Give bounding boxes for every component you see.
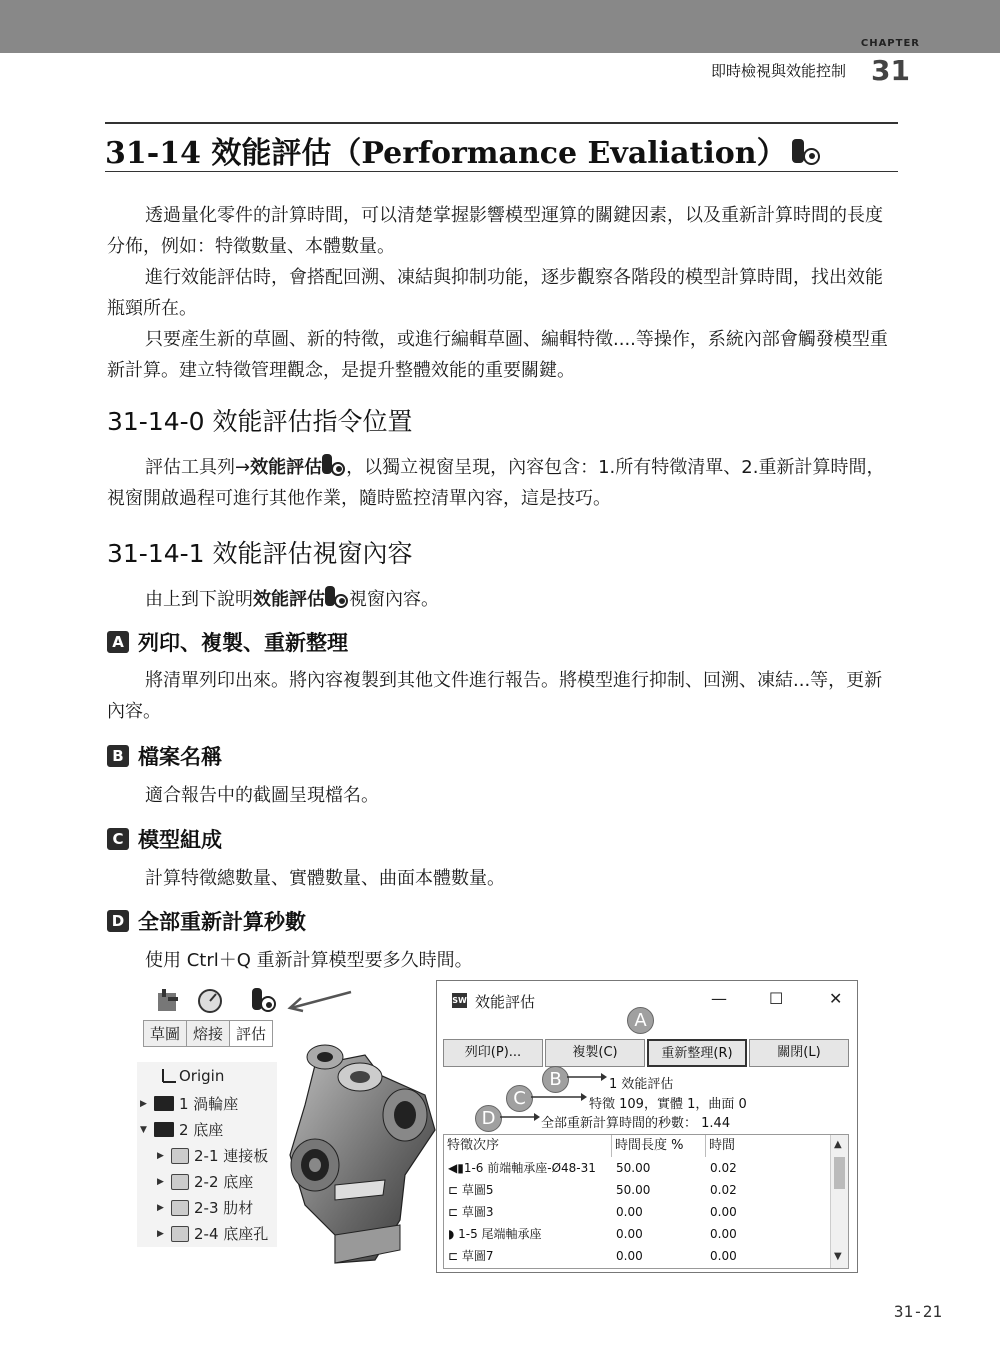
print-button[interactable]: 列印(P)...	[443, 1039, 543, 1067]
row-time: 0.02	[710, 1161, 737, 1175]
chapter-label: CHAPTER	[860, 38, 920, 49]
row-feature-name: ⊏ 草圖3	[448, 1205, 494, 1219]
hole-icon	[171, 1226, 189, 1242]
performance-evaluation-icon	[325, 586, 349, 608]
pointer-arrow-icon	[285, 990, 355, 1014]
callout-d-arrow-icon	[500, 1111, 540, 1123]
performance-evaluation-icon[interactable]	[250, 987, 278, 1015]
chapter-number: 31	[871, 54, 910, 87]
copy-button[interactable]: 複製(C)	[545, 1039, 645, 1067]
callout-b-arrow-icon	[567, 1071, 607, 1083]
row-time: 0.02	[710, 1183, 737, 1197]
callout-a: A	[627, 1007, 654, 1034]
item-a-heading: A 列印、複製、重新整理	[107, 627, 348, 657]
subsection-title-1: 31-14-1 效能評估視窗內容	[107, 539, 413, 568]
model-composition-label: 特徵 109，實體 1，曲面 0	[589, 1097, 747, 1112]
tab-weldments[interactable]: 熔接	[186, 1020, 230, 1047]
row-percent: 0.00	[616, 1205, 643, 1219]
header-bar	[0, 0, 1000, 53]
row-time: 0.00	[710, 1205, 737, 1219]
item-d-body: 使用 Ctrl＋Q 重新計算模型要多久時間。	[145, 950, 473, 971]
sketch-icon: ⊏	[448, 1249, 462, 1263]
command-manager-tabs	[143, 1020, 272, 1047]
expand-icon[interactable]: ▶	[157, 1150, 164, 1161]
sketch-icon: ⊏	[448, 1205, 462, 1219]
item-c-body: 計算特徵總數量、實體數量、曲面本體數量。	[145, 868, 505, 889]
tree-item-part-1[interactable]: ▶ 2-1 連接板	[157, 1147, 269, 1165]
tree-item-part-4[interactable]: ▶ 2-4 底座孔	[157, 1225, 269, 1243]
table-scrollbar[interactable]	[830, 1135, 848, 1268]
intro-paragraph-1: 透過量化零件的計算時間，可以清楚掌握影響模型運算的關鍵因素，以及重新計算時間的長度分佈，例如：特徵數量、本體數量。	[107, 205, 883, 257]
row-feature-name: ◀▮1-6 前端軸承座-Ø48-31	[448, 1161, 596, 1175]
row-feature-name: ⊏ 草圖7	[448, 1249, 494, 1263]
item-a-body: 將清單列印出來。將內容複製到其他文件進行報告。將模型進行抑制、回溯、凍結...等，更新內容。	[107, 670, 883, 722]
subsection-title-0: 31-14-0 效能評估指令位置	[107, 407, 413, 436]
row-percent: 50.00	[616, 1183, 651, 1197]
performance-evaluation-dialog	[436, 980, 858, 1273]
subsection-1-body: 由上到下說明效能評估 視窗內容。	[107, 584, 897, 615]
feature-icon: ◀▮	[448, 1161, 464, 1175]
callout-c: C	[506, 1085, 533, 1112]
measure-icon[interactable]	[154, 987, 182, 1015]
revolve-icon: ◗	[448, 1227, 459, 1241]
performance-evaluation-icon	[792, 139, 822, 165]
subsection-0-body: 評估工具列→效能評估 ，以獨立視窗呈現，內容包含：1.所有特徵清單、2.重新計算時間，視窗開啟過程可進行其他作業，隨時監控清單內容，這是技巧。	[107, 452, 897, 514]
item-b-heading: B 檔案名稱	[107, 741, 222, 771]
close-icon[interactable]: ✕	[829, 989, 843, 1008]
expand-icon[interactable]: ▶	[157, 1202, 164, 1213]
row-percent: 0.00	[616, 1227, 643, 1241]
section-title-text: 31-14 效能評估（Performance Evaliation）	[105, 136, 787, 171]
evaluate-toolbar	[140, 983, 290, 1025]
folder-icon	[154, 1096, 174, 1111]
expand-icon[interactable]: ▶	[157, 1176, 164, 1187]
body-icon	[171, 1148, 189, 1164]
origin-icon	[159, 1067, 179, 1085]
row-percent: 50.00	[616, 1161, 651, 1175]
tree-item-folder-2[interactable]: ▼ 2 底座	[140, 1121, 224, 1139]
maximize-icon[interactable]: ☐	[769, 989, 784, 1008]
file-name-label: 1 效能評估	[609, 1077, 674, 1092]
tree-item-origin[interactable]: Origin	[159, 1067, 224, 1085]
tree-item-folder-1[interactable]: ▶ 1 渦輪座	[140, 1095, 239, 1113]
minimize-icon[interactable]: —	[711, 989, 727, 1008]
column-header-percent[interactable]: 時間長度 %	[612, 1135, 706, 1157]
item-d-heading: D 全部重新計算秒數	[107, 906, 306, 936]
item-b-body: 適合報告中的截圖呈現檔名。	[145, 785, 379, 806]
scroll-down-icon[interactable]: ▼	[834, 1251, 842, 1262]
solidworks-logo-icon: SW	[452, 993, 467, 1008]
performance-evaluation-icon	[322, 454, 346, 476]
row-time: 0.00	[710, 1249, 737, 1263]
folder-icon	[154, 1122, 174, 1137]
dialog-title: 效能評估	[475, 993, 536, 1011]
refresh-button[interactable]: 重新整理(R)	[647, 1039, 747, 1067]
item-c-heading: C 模型組成	[107, 824, 222, 854]
tab-sketch[interactable]: 草圖	[143, 1020, 187, 1047]
intro-paragraph-3: 只要產生新的草圖、新的特徵，或進行編輯草圖、編輯特徵....等操作，系統內部會觸發模型重新計算。建立特徵管理觀念，是提升整體效能的重要關鍵。	[107, 329, 888, 381]
row-time: 0.00	[710, 1227, 737, 1241]
chapter-title: 即時檢視與效能控制	[710, 62, 846, 80]
collapse-icon[interactable]: ▼	[140, 1124, 147, 1135]
callout-c-arrow-icon	[531, 1091, 587, 1103]
column-header-time[interactable]: 時間	[709, 1138, 736, 1153]
tree-item-part-2[interactable]: ▶ 2-2 底座	[157, 1173, 254, 1191]
model-3d-view	[275, 1035, 445, 1275]
gauge-icon[interactable]	[196, 987, 224, 1015]
feature-tree	[137, 1062, 277, 1247]
row-feature-name: ⊏ 草圖5	[448, 1183, 494, 1197]
callout-d: D	[475, 1105, 502, 1132]
expand-icon[interactable]: ▶	[140, 1098, 147, 1109]
callout-b: B	[542, 1066, 569, 1093]
total-rebuild-time-value: 1.44	[701, 1116, 731, 1131]
column-header-feature[interactable]: 特徵次序	[444, 1135, 612, 1157]
total-rebuild-time: 全部重新計算時間的秒數： 1.44	[541, 1116, 731, 1131]
scrollbar-thumb[interactable]	[834, 1157, 845, 1189]
body-icon	[171, 1174, 189, 1190]
sketch-icon: ⊏	[448, 1183, 462, 1197]
rib-icon	[171, 1200, 189, 1216]
feature-time-table	[443, 1134, 849, 1269]
page-number: 31-21	[893, 1302, 942, 1321]
tab-evaluate[interactable]: 評估	[229, 1020, 273, 1047]
row-percent: 0.00	[616, 1249, 643, 1263]
tree-item-part-3[interactable]: ▶ 2-3 肋材	[157, 1199, 254, 1217]
scroll-up-icon[interactable]: ▲	[834, 1139, 842, 1150]
intro-paragraph-2: 進行效能評估時，會搭配回溯、凍結與抑制功能，逐步觀察各階段的模型計算時間，找出效能瓶頸所在。	[107, 267, 883, 319]
close-button[interactable]: 關閉(L)	[749, 1039, 849, 1067]
row-feature-name: ◗ 1-5 尾端軸承座	[448, 1227, 542, 1241]
expand-icon[interactable]: ▶	[157, 1228, 164, 1239]
section-title	[105, 122, 898, 172]
